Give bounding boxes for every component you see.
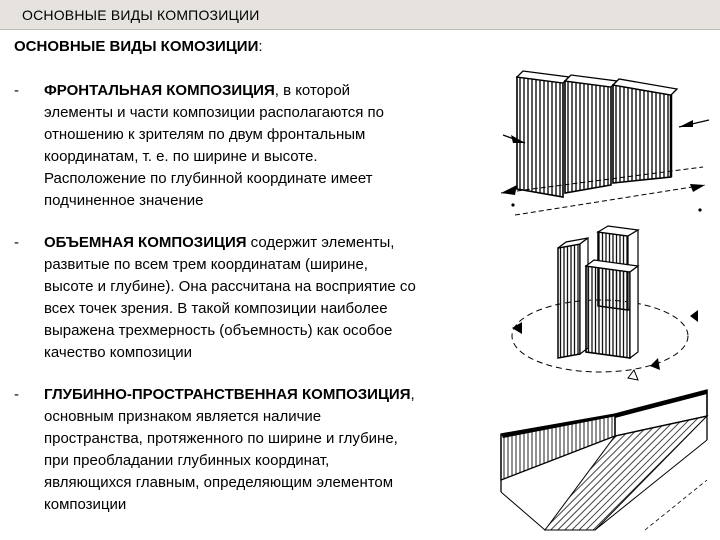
text-line: элементы и части композиции располагаются по — [44, 104, 385, 121]
text-line: развитые по всем трем координатам (ширине, — [44, 256, 368, 273]
text-line: пространства, протяженного по ширине и глубине, — [44, 430, 398, 447]
list-item-text — [44, 80, 514, 212]
text-line: отношению к зрителям по двум фронтальным — [44, 126, 366, 143]
text-line: основным признаком является наличие — [44, 408, 322, 425]
volumetric-composition-sketch-icon — [500, 218, 710, 388]
term-volumetric: ОБЪЕМНАЯ КОМПОЗИЦИЯ — [44, 234, 247, 251]
deep-spatial-composition-sketch-icon — [495, 380, 715, 535]
text-line: качество композиции — [44, 344, 193, 361]
text-line: содержит элементы, — [246, 234, 395, 251]
page-heading — [14, 38, 263, 55]
heading-text: ОСНОВНЫЕ ВИДЫ КОМОЗИЦИИ — [14, 38, 259, 55]
text-line: всех точек зрения. В такой композиции наиболее — [44, 300, 388, 317]
text-line: высоте и глубине). Она рассчитана на восприятие со — [44, 278, 416, 295]
slide-title: ОСНОВНЫЕ ВИДЫ КОМПОЗИЦИИ — [22, 7, 260, 23]
text-line: композиции — [44, 496, 127, 513]
text-line: координатам, т. е. по ширине и высоте. — [44, 148, 318, 165]
list-dash: - — [14, 82, 19, 99]
text-line: являющихся главным, определяющим элементом — [44, 474, 394, 491]
list-item-text — [44, 384, 514, 516]
heading-colon: : — [258, 38, 263, 55]
frontal-composition-sketch-icon — [495, 65, 715, 225]
list-dash: - — [14, 234, 19, 251]
term-frontal: ФРОНТАЛЬНАЯ КОМПОЗИЦИЯ — [44, 82, 275, 99]
term-deep-spatial: ГЛУБИННО-ПРОСТРАНСТВЕННАЯ КОМПОЗИЦИЯ — [44, 386, 411, 403]
list-dash: - — [14, 386, 19, 403]
text-line: подчиненное значение — [44, 192, 204, 209]
text-line: , — [410, 386, 415, 403]
list-item-text — [44, 232, 514, 364]
text-line: Расположение по глубинной координате имеет — [44, 170, 373, 187]
text-line: при преобладании глубинных координат, — [44, 452, 330, 469]
slide-title-bar — [0, 0, 720, 30]
text-line: выражена трехмерность (объемность) как особое — [44, 322, 393, 339]
text-line: , в которой — [274, 82, 351, 99]
